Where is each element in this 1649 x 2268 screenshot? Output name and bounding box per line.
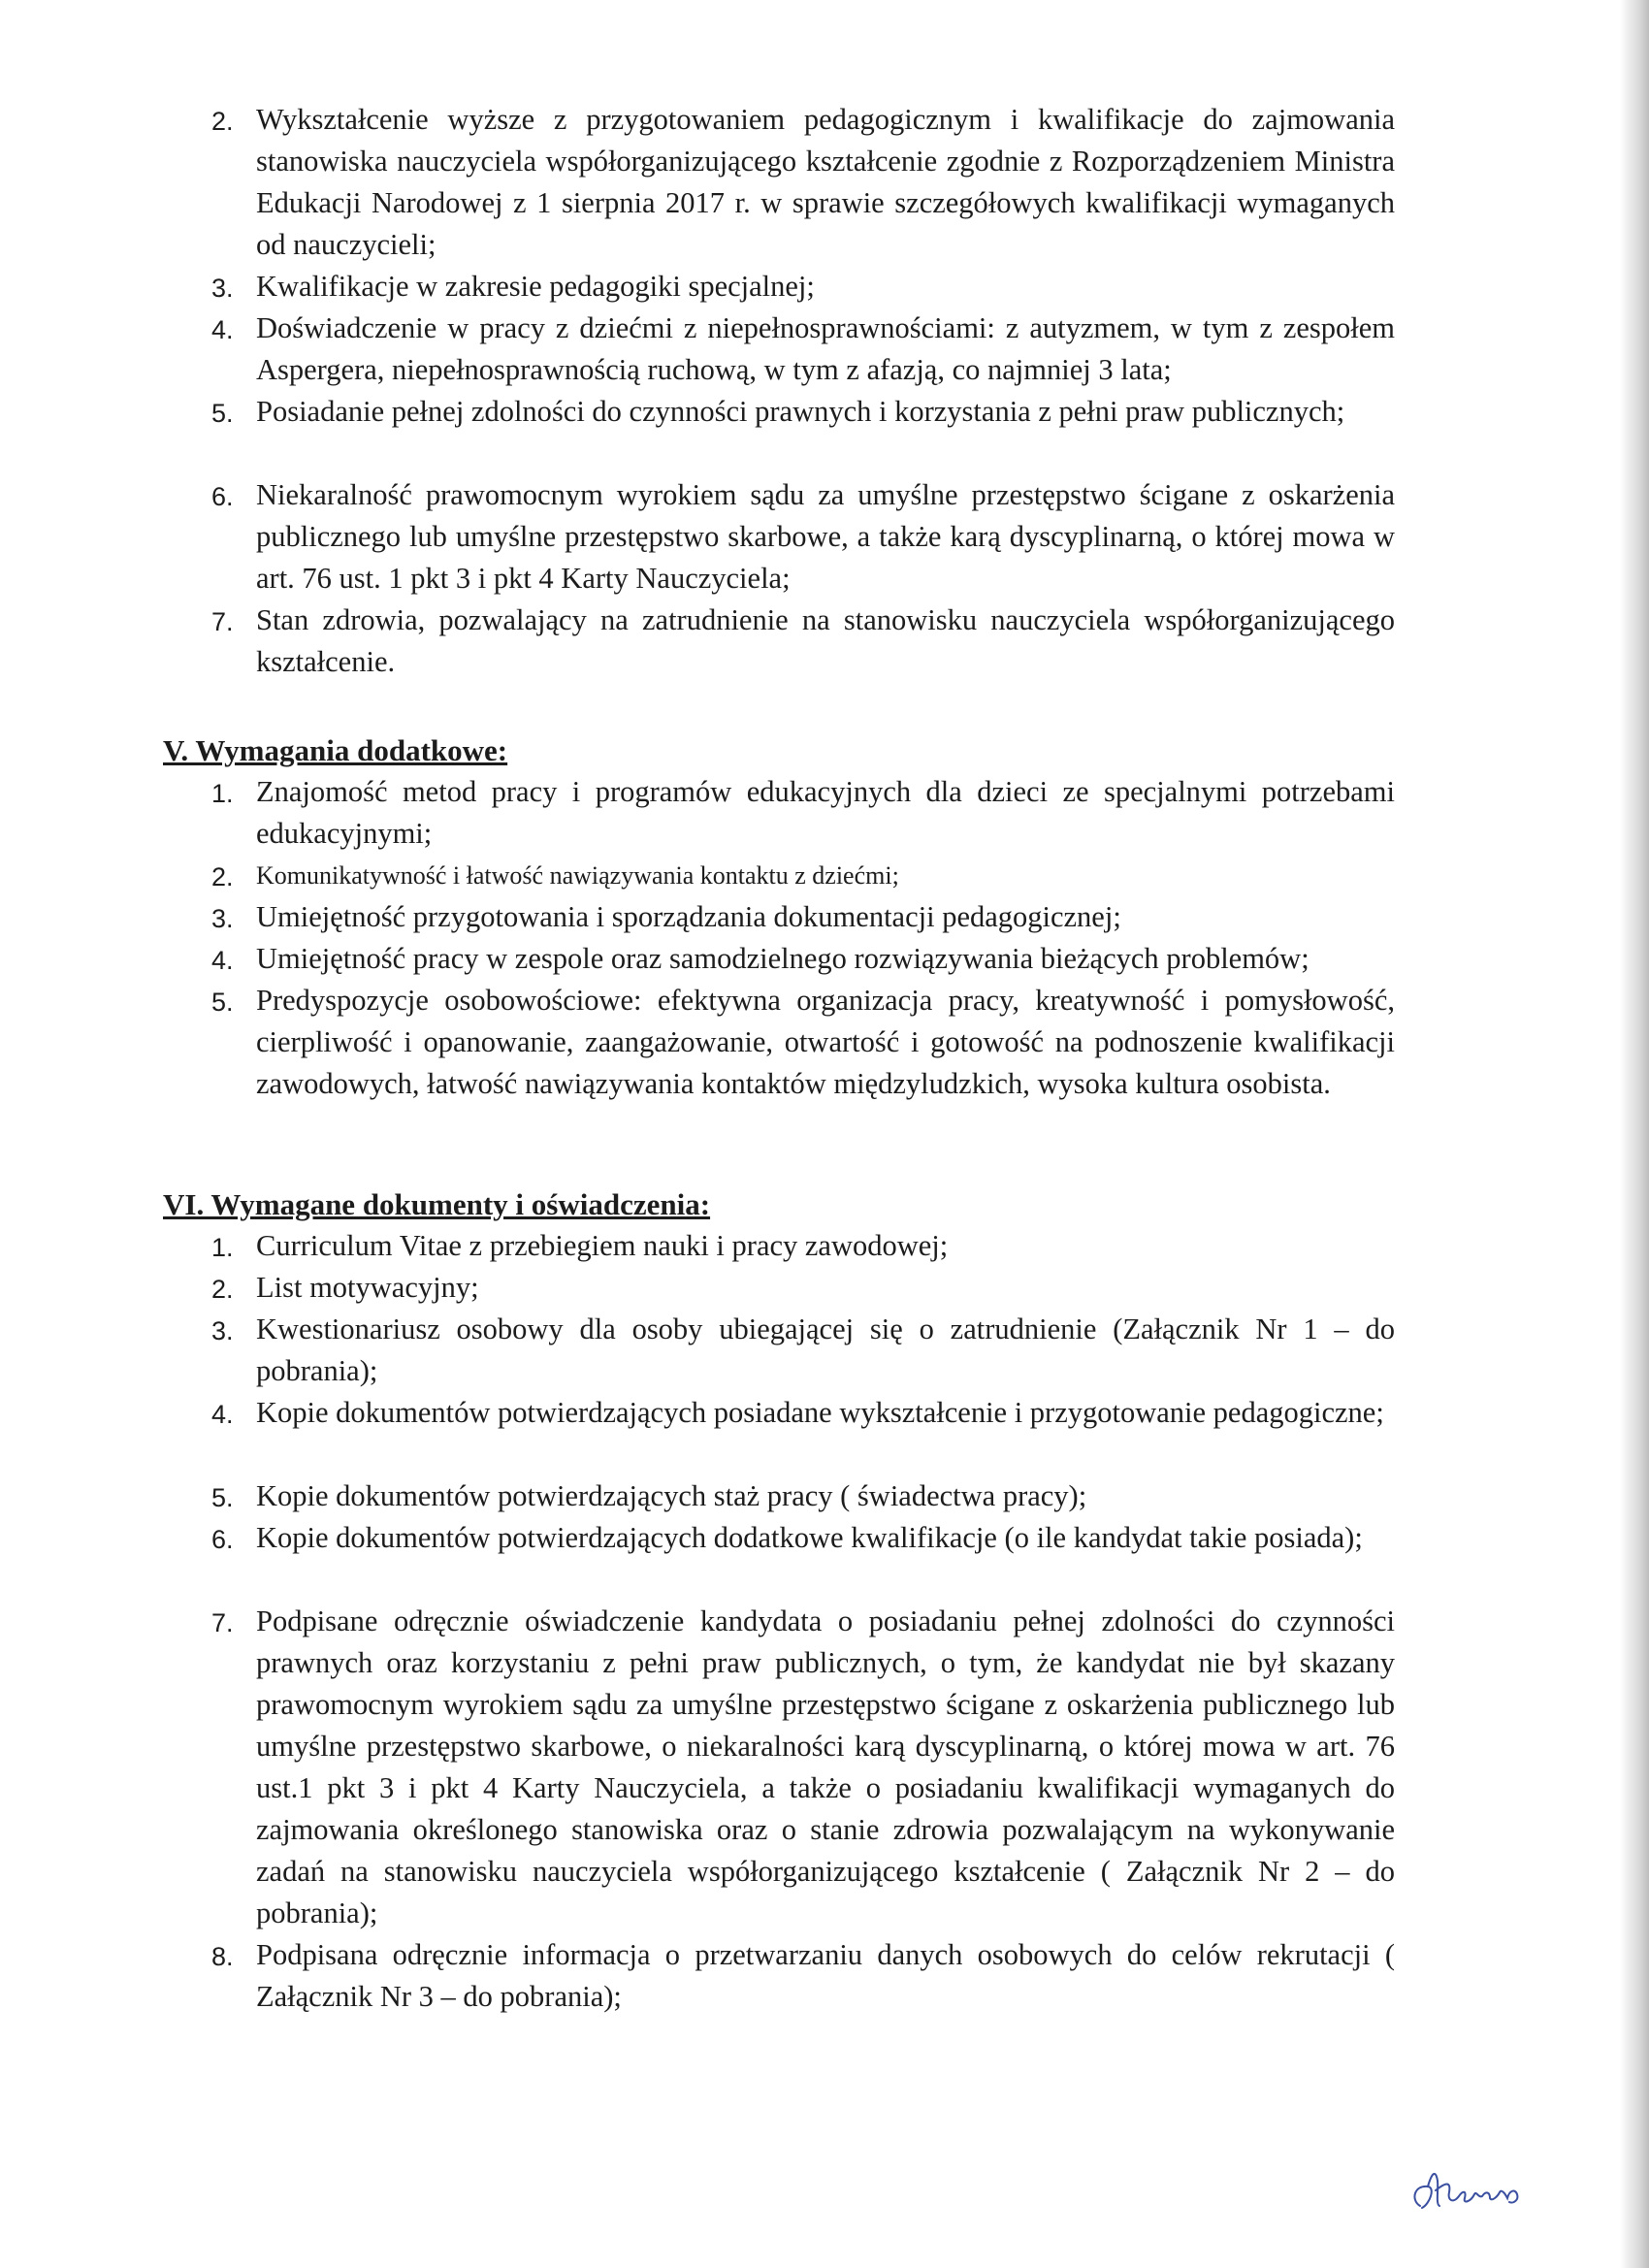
list-number: 4. — [211, 946, 234, 975]
list-item — [211, 771, 1395, 855]
list-number: 3. — [211, 1316, 234, 1345]
list-text: Posiadanie pełnej zdolności do czynności prawnych i korzystania z pełni praw publicznych; — [256, 395, 1345, 428]
list-text: Komunikatywność i łatwość nawiązywania kontaktu z dziećmi; — [256, 861, 899, 890]
list-number: 3. — [211, 904, 234, 933]
list-text: Curriculum Vitae z przebiegiem nauki i pracy zawodowej; — [256, 1229, 949, 1262]
list-item — [211, 1392, 1395, 1434]
list-item — [211, 599, 1395, 683]
list-item — [211, 1475, 1395, 1517]
list-text: Doświadczenie w pracy z dziećmi z niepełnosprawnościami: z autyzmem, w tym z zespołem Aspergera, niepełnosprawnością ruchową, w tym z afazją, co najmniej 3 lata; — [256, 311, 1395, 386]
list-item — [211, 1309, 1395, 1392]
section-heading-vi: VI. Wymagane dokumenty i oświadczenia: — [163, 1187, 711, 1221]
list-number: 1. — [211, 779, 234, 808]
list-text: Stan zdrowia, pozwalający na zatrudnienie na stanowisku nauczyciela współorganizującego kształcenie. — [256, 603, 1395, 678]
section-heading-v: V. Wymagania dodatkowe: — [163, 733, 508, 767]
list-item — [211, 474, 1395, 599]
list-number: 3. — [211, 274, 234, 303]
list-number: 5. — [211, 988, 234, 1017]
list-number: 8. — [211, 1942, 234, 1971]
list-text: Kwestionariusz osobowy dla osoby ubiegającej się o zatrudnienie (Załącznik Nr 1 – do pobrania); — [256, 1312, 1395, 1387]
list-number: 7. — [211, 607, 234, 636]
list-item — [211, 391, 1395, 433]
list-number: 6. — [211, 1525, 234, 1554]
list-item — [211, 1517, 1395, 1559]
list-text: Kopie dokumentów potwierdzających staż pracy ( świadectwa pracy); — [256, 1479, 1087, 1512]
list-item — [211, 1601, 1395, 1934]
list-number: 5. — [211, 399, 234, 428]
list-item — [211, 99, 1395, 266]
list-item — [211, 980, 1395, 1105]
list-text: Podpisane odręcznie oświadczenie kandydata o posiadaniu pełnej zdolności do czynności prawnych oraz korzystaniu z pełni praw publicznych, o tym, że kandydat nie był skazany prawomocnym wyrokiem sądu za umyślne przestępstwo ścigane z oskarżenia publicznego lub umyślne przestępstwo skarbowe, o niekaralności karą dyscyplinarną, o której mowa w art. 76 ust.1 pkt 3 i pkt 4 Karty Nauczyciela, a także o posiadaniu kwalifikacji wymaganych do zajmowania określonego stanowiska oraz o stanie zdrowia pozwalającym na wykonywanie zadań na stanowisku nauczyciela współorganizującego kształcenie ( Załącznik Nr 2 – do pobrania); — [256, 1604, 1395, 1929]
list-number: 1. — [211, 1233, 234, 1262]
list-item — [211, 266, 1395, 308]
list-text: Kwalifikacje w zakresie pedagogiki specjalnej; — [256, 270, 815, 303]
list-number: 4. — [211, 1400, 234, 1429]
list-text: Niekaralność prawomocnym wyrokiem sądu za umyślne przestępstwo ścigane z oskarżenia publicznego lub umyślne przestępstwo skarbowe, a także karą dyscyplinarną, o której mowa w art. 76 ust. 1 pkt 3 i pkt 4 Karty Nauczyciela; — [256, 478, 1395, 595]
list-item — [211, 1267, 1395, 1309]
list-text: Kopie dokumentów potwierdzających posiadane wykształcenie i przygotowanie pedagogiczne; — [256, 1396, 1384, 1429]
list-number: 2. — [211, 107, 234, 136]
list-item — [211, 938, 1395, 980]
list-number: 2. — [211, 862, 234, 891]
list-item — [211, 896, 1395, 938]
list-text: Znajomość metod pracy i programów edukacyjnych dla dzieci ze specjalnymi potrzebami edukacyjnymi; — [256, 775, 1395, 850]
list-item — [211, 855, 1395, 896]
list-number: 5. — [211, 1483, 234, 1512]
list-text: Umiejętność przygotowania i sporządzania dokumentacji pedagogicznej; — [256, 900, 1121, 933]
handwritten-signature-icon — [1406, 2161, 1533, 2219]
list-text: Podpisana odręcznie informacja o przetwarzaniu danych osobowych do celów rekrutacji ( Załącznik Nr 3 – do pobrania); — [256, 1938, 1395, 2013]
list-number: 4. — [211, 315, 234, 344]
list-text: List motywacyjny; — [256, 1271, 479, 1304]
list-text: Umiejętność pracy w zespole oraz samodzielnego rozwiązywania bieżących problemów; — [256, 942, 1310, 975]
list-text: Wykształcenie wyższe z przygotowaniem pedagogicznym i kwalifikacje do zajmowania stanowiska nauczyciela współorganizującego kształcenie zgodnie z Rozporządzeniem Ministra Edukacji Narodowej z 1 sierpnia 2017 r. w sprawie szczegółowych kwalifikacji wymaganych od nauczycieli; — [256, 103, 1395, 261]
list-item — [211, 1934, 1395, 2018]
list-number: 2. — [211, 1275, 234, 1304]
list-number: 6. — [211, 482, 234, 511]
list-item — [211, 308, 1395, 391]
list-item — [211, 1225, 1395, 1267]
list-text: Predyspozycje osobowościowe: efektywna organizacja pracy, kreatywność i pomysłowość, cierpliwość i opanowanie, zaangażowanie, otwartość i gotowość na podnoszenie kwalifikacji zawodowych, łatwość nawiązywania kontaktów międzyludzkich, wysoka kultura osobista. — [256, 984, 1395, 1100]
list-text: Kopie dokumentów potwierdzających dodatkowe kwalifikacje (o ile kandydat takie posiada); — [256, 1521, 1363, 1554]
list-number: 7. — [211, 1608, 234, 1637]
